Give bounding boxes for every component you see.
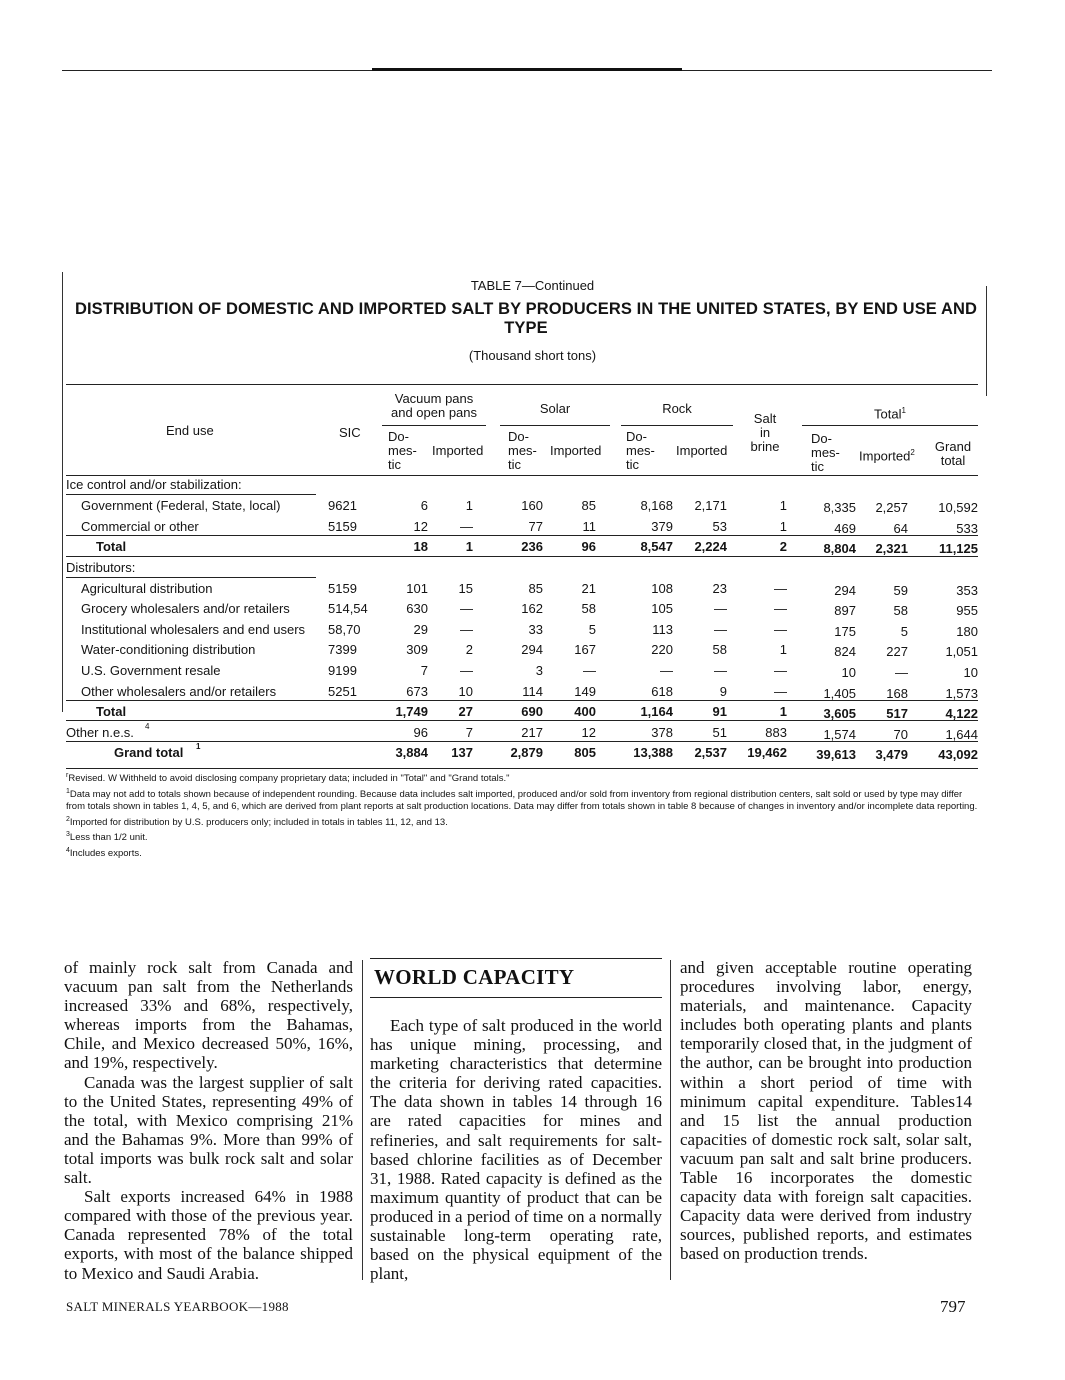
table-cell: 2,257 — [875, 500, 908, 515]
table-cell: 630 — [406, 601, 428, 616]
table-cell: 1,574 — [823, 727, 856, 742]
header-salt-in-brine: Salt in brine — [750, 411, 780, 454]
footnote-ref: 1 — [196, 742, 201, 751]
table-rule-top — [66, 384, 978, 385]
table-cell: 10 — [963, 665, 978, 680]
header-vacuum-domestic: Do- mes- tic — [388, 429, 417, 472]
table-cell: 11,125 — [938, 541, 978, 556]
table-cell: 379 — [651, 519, 673, 534]
table-cell: — — [774, 684, 787, 699]
table-cell: 2,224 — [694, 539, 727, 554]
paragraph: of mainly rock salt from Canada and vacuum pan salt from the Netherlands increased 33% and 68%, respectively, whereas imports from the Bahamas, Chile, and Mexico decreased 50%, 16%, and 19%, respectively. — [64, 958, 353, 1073]
row-label: Water-conditioning distribution — [81, 642, 256, 657]
header-solar-imported: Imported — [550, 443, 602, 458]
paragraph: Canada was the largest supplier of salt to the United States, representing 49% of the total, with Mexico comprising 21% and the Bahamas 9%. More than 99% of total imports was bulk rock salt and solar salt. — [64, 1072, 353, 1188]
rule-ice-total-bottom — [66, 556, 978, 557]
table-cell: 533 — [956, 521, 978, 536]
table-cell: 43,092 — [938, 747, 978, 762]
table-cell: 64 — [893, 521, 908, 536]
row-label-sup — [196, 740, 200, 757]
paragraph: Salt exports increased 64% in 1988 compared with those of the previous year. Canada represented 78% of the total exports, with most of the balance shipped to Mexico and Saudi Arabia. — [64, 1187, 353, 1283]
table-cell: 378 — [651, 725, 673, 740]
table-cell: — — [774, 622, 787, 637]
table-cell: 824 — [834, 644, 856, 659]
table-cell: — — [774, 581, 787, 596]
table-cell: 1 — [465, 539, 473, 554]
table-cell: 400 — [574, 704, 596, 719]
row-sic: 514,54 — [328, 601, 368, 616]
table-cell: 2,321 — [875, 541, 908, 556]
table-cell: 1 — [779, 704, 787, 719]
article-column-1 — [64, 958, 353, 1283]
table-cell: 1,405 — [823, 686, 856, 701]
table-frame-left — [62, 272, 63, 712]
footnote: $^1$Data may not add to totals shown because of independent rounding. Because data includes salt imported, produced and/or sold from inventory from regional distribution centers, salt sold or used by type may differ from totals shown in tables 1, 4, 5, and 6, which are derived from plant reports at salt production locations. Data may differ from totals shown in table 8 because of changes in inventory and/or incomplete data reporting. — [66, 787, 978, 813]
row-sic: 58,70 — [328, 622, 361, 637]
table-cell: 1 — [779, 642, 787, 657]
table-cell: 160 — [521, 498, 543, 513]
table-cell: 91 — [712, 704, 727, 719]
table-cell: 897 — [834, 603, 856, 618]
table-cell: 11 — [582, 519, 596, 534]
section-heading-box — [370, 958, 662, 998]
column-rule — [362, 960, 363, 1280]
footnote: $^r$Revised. W Withheld to avoid disclosing company proprietary data; included in "Total" and "Grand totals." — [66, 772, 510, 785]
table-cell: 70 — [893, 727, 908, 742]
table-cell: 85 — [581, 498, 596, 513]
table-cell: 1,051 — [945, 644, 978, 659]
header-rock-imported: Imported — [676, 443, 728, 458]
table-cell: 15 — [458, 581, 473, 596]
table-cell: 180 — [956, 624, 978, 639]
table-cell: — — [460, 622, 473, 637]
table-cell: 53 — [712, 519, 727, 534]
table-cell: 4,122 — [945, 706, 978, 721]
table-cell: 13,388 — [633, 745, 673, 760]
row-label: Other n.e.s. — [66, 725, 134, 740]
row-sic: 5251 — [328, 684, 357, 699]
header-sic: SIC — [339, 425, 361, 440]
row-label: U.S. Government resale — [81, 663, 221, 678]
rule-rock — [621, 425, 733, 426]
rule-dist-sub — [66, 577, 316, 578]
table-cell: 77 — [528, 519, 543, 534]
row-label: Total — [96, 704, 127, 719]
table-cell: 175 — [834, 624, 856, 639]
table-footnotes — [66, 770, 978, 861]
table-cell: — — [714, 622, 727, 637]
table-cell: 8,804 — [823, 541, 856, 556]
table-cell: 162 — [521, 601, 543, 616]
table-cell: 23 — [712, 581, 727, 596]
table-cell: 39,613 — [816, 747, 856, 762]
table-cell: 5 — [588, 622, 596, 637]
table-cell: 12 — [413, 519, 428, 534]
table-cell: 108 — [651, 581, 673, 596]
table-cell: 10 — [458, 684, 473, 699]
running-footer: SALT MINERALS YEARBOOK—1988 — [66, 1299, 289, 1314]
table-rule-header — [66, 475, 978, 476]
table-cell: 1,573 — [945, 686, 978, 701]
footnote: $^2$Imported for distribution by U.S. producers only; included in totals in tables 11, 12, and 13. — [66, 815, 448, 828]
row-label: Government (Federal, State, local) — [81, 498, 281, 513]
paragraph: Each type of salt produced in the world has unique mining, processing, and marketing characteristics that determine the criteria for deriving rated capacities. The data shown in tables 14 through 16 are rated capacities for mines and refineries, and salt requirements for salt-based chlorine facilities as of December 31, 1988. Rated capacity is defined as the maximum quantity of product that can be produced in a period of time on a normally sustainable long-term operating rate, based on the physical equipment of the plant, — [370, 1016, 662, 1284]
table-cell: 1 — [779, 498, 787, 513]
table-cell: 101 — [406, 581, 428, 596]
table-cell: 227 — [886, 644, 908, 659]
table-cell: 10 — [841, 665, 856, 680]
table-cell: 18 — [413, 539, 428, 554]
table-cell: 2 — [465, 642, 473, 657]
rule-ice-sub — [66, 494, 316, 495]
table-title: DISTRIBUTION OF DOMESTIC AND IMPORTED SALT BY PRODUCERS IN THE UNITED STATES, BY END USE AND TYPE — [74, 300, 978, 337]
row-sic: 5159 — [328, 581, 357, 596]
header-vacuum-imported: Imported — [432, 443, 484, 458]
row-sic: 9199 — [328, 663, 357, 678]
table-cell: — — [714, 601, 727, 616]
row-sic: 7399 — [328, 642, 357, 657]
table-cell: 3,884 — [395, 745, 428, 760]
table-cell: 58 — [712, 642, 727, 657]
table-cell: 2,171 — [694, 498, 727, 513]
table-cell: 10,592 — [938, 500, 978, 515]
row-label: Total — [96, 539, 127, 554]
table-cell: 955 — [956, 603, 978, 618]
row-label: Other wholesalers and/or retailers — [81, 684, 277, 699]
table-cell: — — [774, 601, 787, 616]
table-cell: 85 — [528, 581, 543, 596]
table-cell: 294 — [834, 583, 856, 598]
row-label: Grocery wholesalers and/or retailers — [81, 601, 290, 616]
article-column-2 — [370, 958, 662, 1283]
table-cell: 309 — [406, 642, 428, 657]
rule-total — [802, 425, 978, 426]
footnote: $^3$Less than 1/2 unit. — [66, 831, 148, 844]
table-cell: 8,547 — [640, 539, 673, 554]
row-label: Distributors: — [66, 560, 136, 575]
row-label: Commercial or other — [81, 519, 199, 534]
table-cell: 29 — [413, 622, 428, 637]
header-total-domestic: Do- mes- tic — [811, 431, 840, 474]
header-end-use: End use — [166, 423, 214, 438]
table-cell: 5 — [900, 624, 908, 639]
table-cell: 2,537 — [694, 745, 727, 760]
column-rule — [670, 960, 671, 1280]
top-rule-accent — [372, 68, 682, 71]
table-cell: 3,605 — [823, 706, 856, 721]
table-cell: 19,462 — [747, 745, 787, 760]
table-cell: 7 — [465, 725, 473, 740]
table-cell: 96 — [581, 539, 596, 554]
footnote: $^4$Includes exports. — [66, 847, 142, 860]
rule-vacuum — [382, 425, 486, 426]
distribution-table — [66, 382, 978, 772]
header-solar: Solar — [539, 401, 571, 416]
table-cell: 105 — [651, 601, 673, 616]
row-label-sup — [145, 720, 149, 737]
table-cell: 220 — [651, 642, 673, 657]
table-cell: 114 — [522, 684, 543, 699]
table-cell: — — [660, 663, 673, 678]
row-sic: 9621 — [328, 498, 357, 513]
table-frame-right — [986, 286, 987, 396]
row-label: Grand total — [114, 745, 184, 760]
table-cell: 21 — [581, 581, 596, 596]
table-cell: — — [714, 663, 727, 678]
table-cell: 1 — [465, 498, 473, 513]
table-cell: 27 — [458, 704, 473, 719]
table-cell: 51 — [712, 725, 727, 740]
table-cell: 2,879 — [510, 745, 543, 760]
table-cell: 113 — [652, 622, 673, 637]
header-vacuum: Vacuum pans and open pans — [390, 391, 478, 420]
table-cell: 618 — [651, 684, 673, 699]
header-rock-domestic: Do- mes- tic — [626, 429, 655, 472]
table-cell: 2 — [779, 539, 787, 554]
table-cell: 1 — [779, 519, 787, 534]
table-cell: 294 — [521, 642, 543, 657]
table-cell: 137 — [451, 745, 473, 760]
page-number: 797 — [940, 1297, 966, 1316]
table-cell: — — [460, 519, 473, 534]
table-cell: 168 — [886, 686, 908, 701]
rule-solar — [500, 425, 610, 426]
section-heading: WORLD CAPACITY — [374, 965, 575, 989]
table-cell: 1,644 — [945, 727, 978, 742]
paragraph: and given acceptable routine operating procedures involving labor, energy, materials, and maintenance. Capacity includes both operating plants and plants temporarily closed that, in the judgment of the author, can be brought into production within a short period of time with minimum capital expenditure. Tables14 and 15 list the annual production capacities of domestic rock salt, solar salt, vacuum pan salt and salt brine producers. Table 16 incorporates the domestic capacity data with foreign salt capacities. Capacity data were derived from industry sources, published reports, and estimates based on production trends. — [680, 958, 972, 1264]
table-cell: 8,335 — [823, 500, 856, 515]
row-label: Ice control and/or stabilization: — [66, 477, 242, 492]
table-cell: 517 — [886, 706, 908, 721]
table-cell: 58 — [893, 603, 908, 618]
table-cell: 3 — [535, 663, 543, 678]
table-cell: 1,749 — [395, 704, 428, 719]
table-cell: 469 — [834, 521, 856, 536]
table-cell: 1,164 — [640, 704, 673, 719]
table-cell: — — [895, 665, 908, 680]
table-cell: 58 — [581, 601, 596, 616]
table-cell: 217 — [521, 725, 543, 740]
table-cell: 353 — [956, 583, 978, 598]
table-cell: 883 — [765, 725, 787, 740]
table-rule-bottom — [66, 768, 978, 769]
row-sic: 5159 — [328, 519, 357, 534]
table-cell: 33 — [528, 622, 543, 637]
table-cell: 673 — [406, 684, 428, 699]
table-cell: 236 — [521, 539, 543, 554]
table-cell: 96 — [413, 725, 428, 740]
table-cell: 690 — [521, 704, 543, 719]
table-cell: — — [774, 663, 787, 678]
header-grand-total: Grand total — [934, 439, 972, 468]
table-unit: (Thousand short tons) — [468, 348, 597, 363]
table-cell: — — [460, 663, 473, 678]
table-cell: — — [583, 663, 596, 678]
header-solar-domestic: Do- mes- tic — [508, 429, 537, 472]
table-cell: 9 — [719, 684, 727, 699]
table-cell: 805 — [574, 745, 596, 760]
table-cell: 8,168 — [640, 498, 673, 513]
header-total-imported: Imported$^2$ — [859, 448, 915, 464]
table-cell: 7 — [420, 663, 428, 678]
row-label: Institutional wholesalers and end users — [81, 622, 306, 637]
table-cell: 12 — [581, 725, 596, 740]
table-cell: 3,479 — [875, 747, 908, 762]
footnote-ref: 4 — [145, 722, 150, 731]
header-rock: Rock — [662, 401, 692, 416]
header-total: Total$^1$ — [874, 406, 906, 422]
row-label: Agricultural distribution — [81, 581, 213, 596]
table-caption: TABLE 7—Continued — [470, 278, 595, 293]
table-cell: 149 — [574, 684, 596, 699]
table-cell: — — [460, 601, 473, 616]
article-column-3 — [680, 958, 972, 1264]
table-cell: 6 — [420, 498, 428, 513]
table-cell: 59 — [893, 583, 908, 598]
table-cell: 167 — [574, 642, 596, 657]
